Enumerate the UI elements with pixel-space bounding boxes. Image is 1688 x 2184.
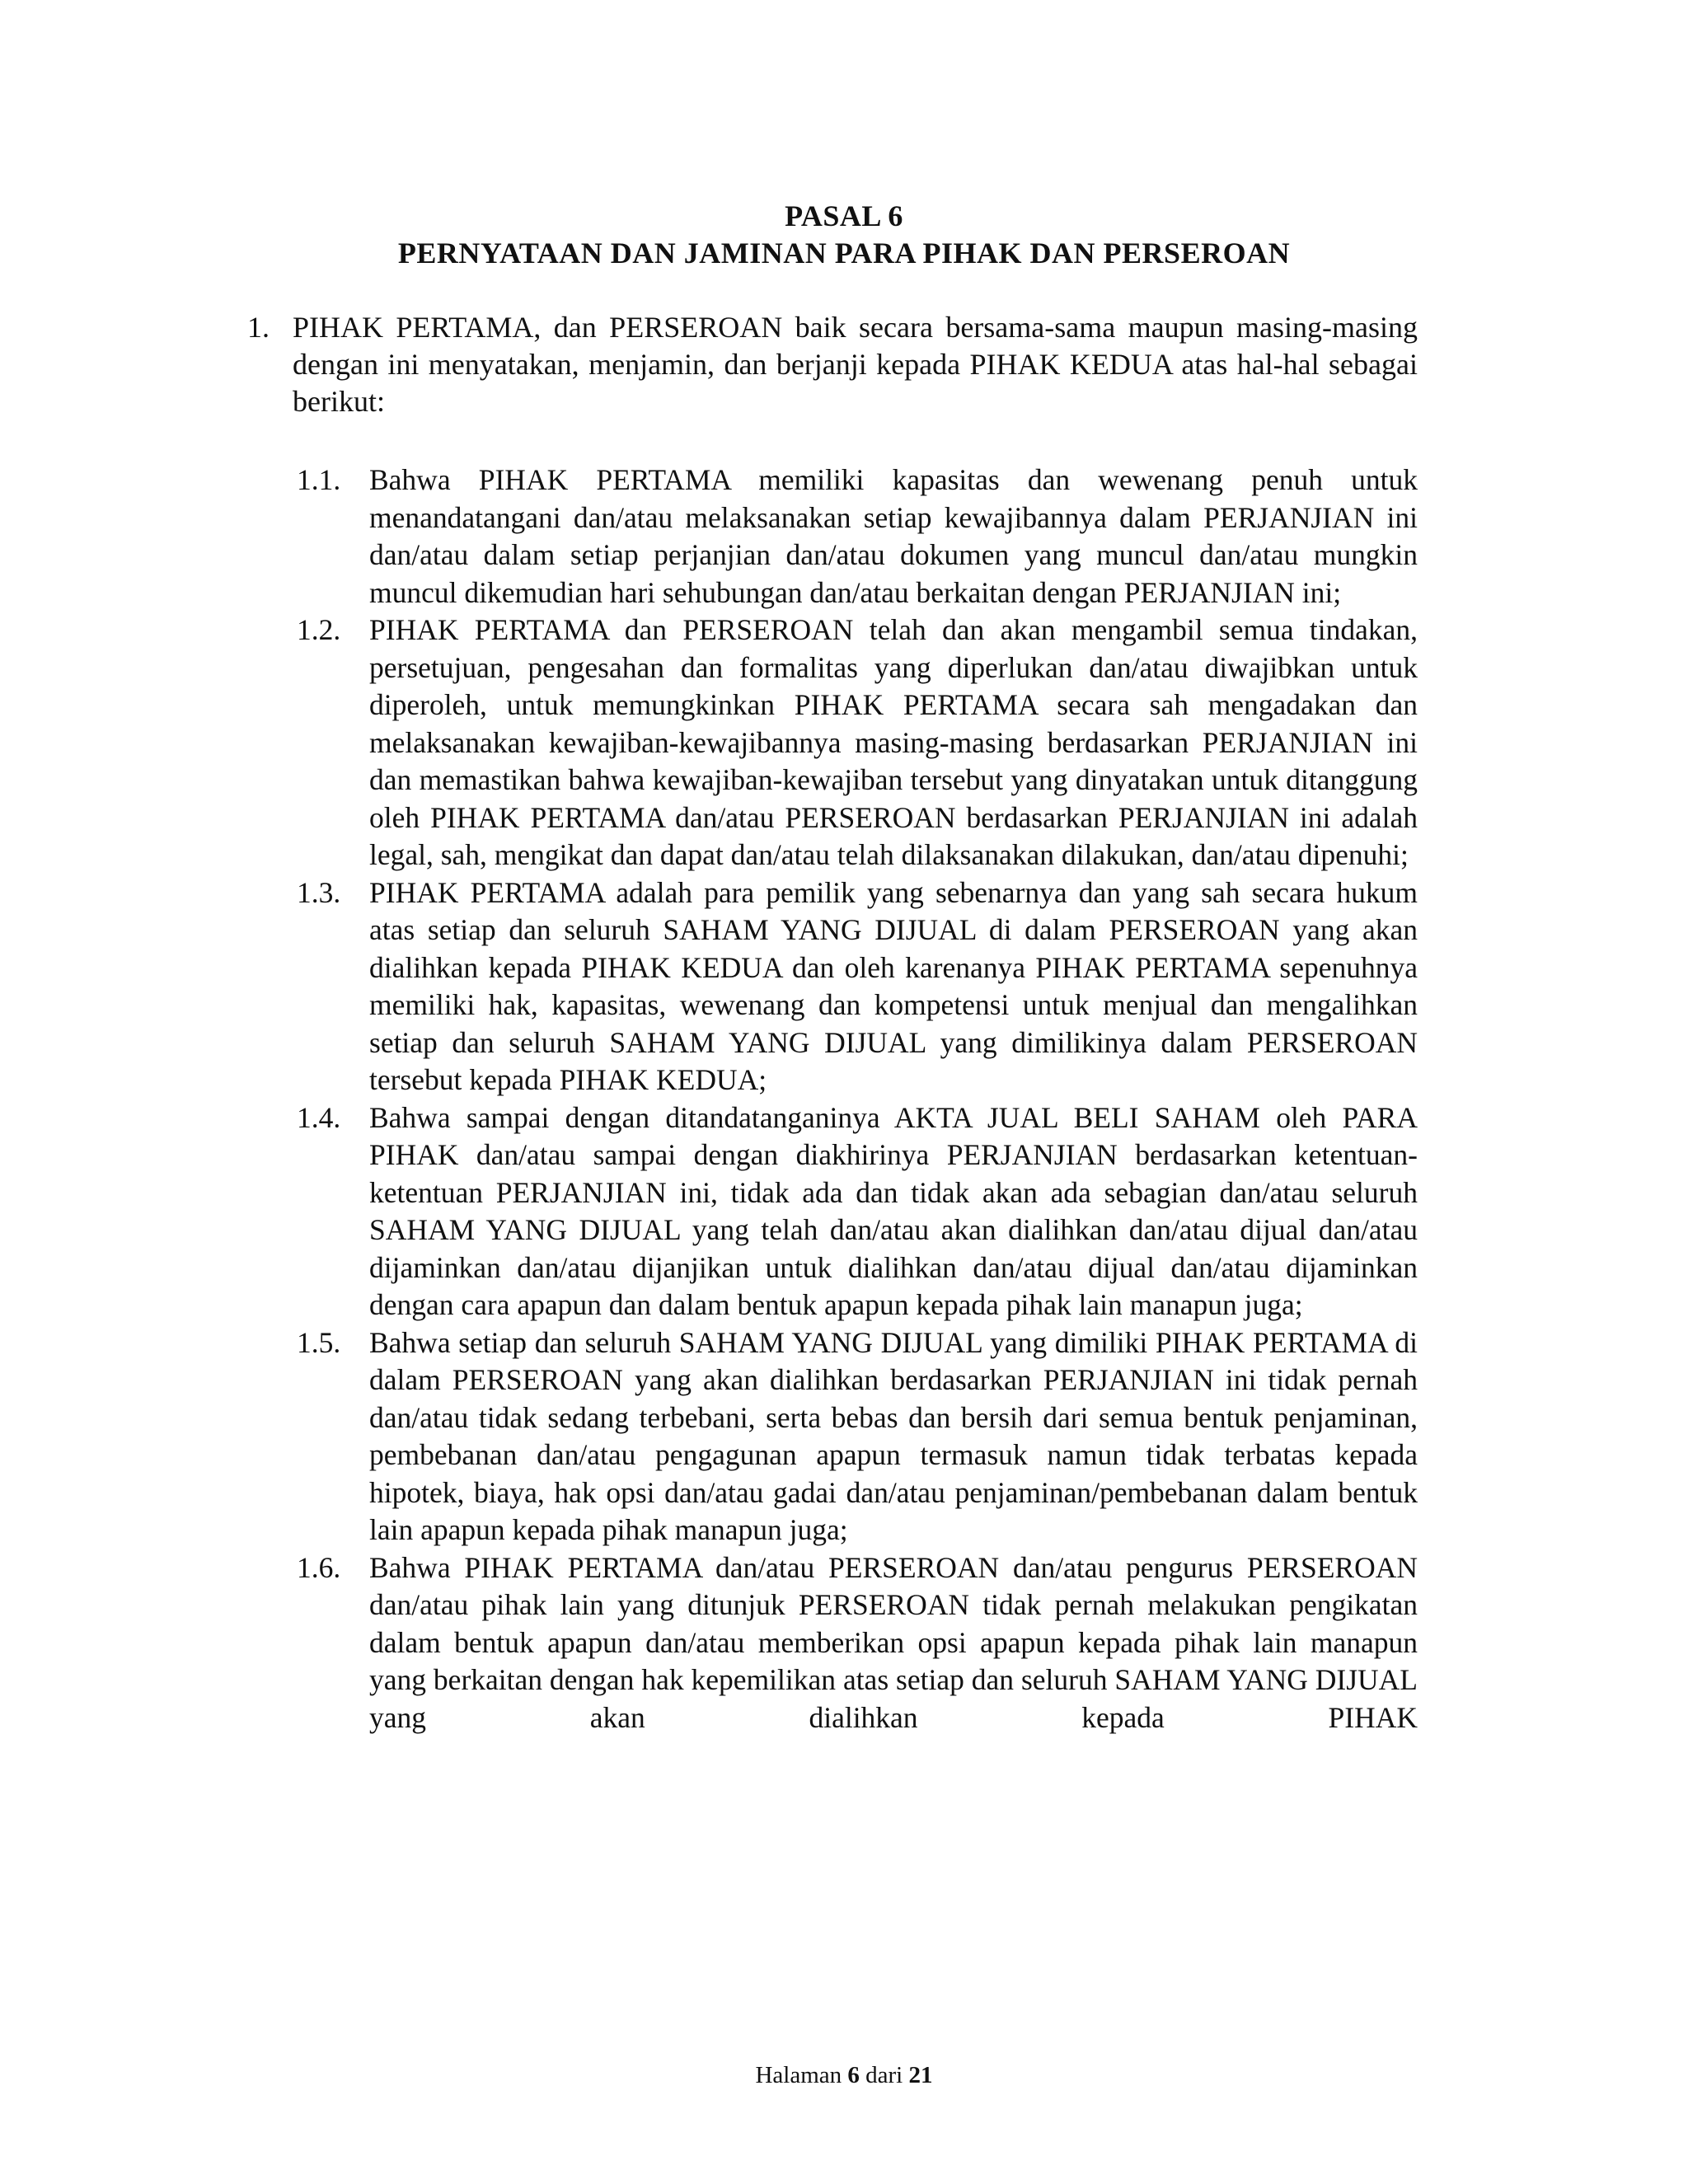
sub-clause-list <box>297 462 1418 1736</box>
sub-clause-text: PIHAK PERTAMA adalah para pemilik yang sebenarnya dan yang sah secara hukum atas setiap dan seluruh SAHAM YANG DIJUAL di dalam PERSEROAN yang akan dialihkan kepada PIHAK KEDUA dan oleh karenanya PIHAK PERTAMA sepenuhnya memiliki hak, kapasitas, wewenang dan kompetensi untuk menjual dan mengalihkan setiap dan seluruh SAHAM YANG DIJUAL yang dimilikinya dalam PERSEROAN tersebut kepada PIHAK KEDUA; <box>369 875 1418 1096</box>
sub-clause-number: 1.1. <box>297 463 341 496</box>
sub-clause-1-6 <box>297 1549 1418 1737</box>
page-footer <box>0 2060 1688 2090</box>
footer-middle: dari <box>865 2062 903 2088</box>
clause-number: 1. <box>247 311 270 344</box>
sub-clause-number: 1.3. <box>297 875 341 909</box>
sub-clause-number: 1.2. <box>297 613 341 646</box>
sub-clause-number: 1.6. <box>297 1550 341 1584</box>
clause-1 <box>247 309 1418 420</box>
sub-clause-1-4 <box>297 1099 1418 1324</box>
sub-clause-text: Bahwa sampai dengan ditandatanganinya AKTA JUAL BELI SAHAM oleh PARA PIHAK dan/atau sampai dengan diakhirinya PERJANJIAN berdasarkan ketentuan-ketentuan PERJANJIAN ini, tidak ada dan tidak akan ada sebagian dan/atau seluruh SAHAM YANG DIJUAL yang telah dan/atau akan dialihkan dan/atau dijual dan/atau dijaminkan dan/atau dijanjikan untuk dialihkan dan/atau dijual dan/atau dijaminkan dengan cara apapun dan dalam bentuk apapun kepada pihak lain manapun juga; <box>369 1100 1418 1321</box>
sub-clause-text: PIHAK PERTAMA dan PERSEROAN telah dan akan mengambil semua tindakan, persetujuan, pengesahan dan formalitas yang diperlukan dan/atau diwajibkan untuk diperoleh, untuk memungkinkan PIHAK PERTAMA secara sah mengadakan dan melaksanakan kewajiban-kewajibannya masing-masing berdasarkan PERJANJIAN ini dan memastikan bahwa kewajiban-kewajiban tersebut yang dinyatakan untuk ditanggung oleh PIHAK PERTAMA dan/atau PERSEROAN berdasarkan PERJANJIAN ini adalah legal, sah, mengikat dan dapat dan/atau telah dilaksanakan dilakukan, dan/atau dipenuhi; <box>369 613 1418 871</box>
footer-page-number: 6 <box>847 2062 860 2088</box>
sub-clause-text: Bahwa setiap dan seluruh SAHAM YANG DIJUAL yang dimiliki PIHAK PERTAMA di dalam PERSEROAN yang akan dialihkan berdasarkan PERJANJIAN ini tidak pernah dan/atau tidak sedang terbebani, serta bebas dan bersih dari semua bentuk penjaminan, pembebanan dan/atau pengagunan apapun termasuk namun tidak terbatas kepada hipotek, biaya, hak opsi dan/atau gadai dan/atau penjaminan/pembebanan dalam bentuk lain apapun kepada pihak manapun juga; <box>369 1325 1418 1546</box>
footer-prefix: Halaman <box>755 2062 842 2088</box>
sub-clause-1-2 <box>297 612 1418 874</box>
sub-clause-text: Bahwa PIHAK PERTAMA memiliki kapasitas dan wewenang penuh untuk menandatangani dan/atau melaksanakan setiap kewajibannya dalam PERJANJIAN ini dan/atau dalam setiap perjanjian dan/atau dokumen yang muncul dan/atau mungkin muncul dikemudian hari sehubungan dan/atau berkaitan dengan PERJANJIAN ini; <box>369 463 1418 609</box>
clause-text: PIHAK PERTAMA, dan PERSEROAN baik secara bersama-sama maupun masing-masing dengan ini menyatakan, menjamin, dan berjanji kepada PIHAK KEDUA atas hal-hal sebagai berikut: <box>293 311 1418 418</box>
sub-clause-1-1 <box>297 462 1418 612</box>
sub-clause-number: 1.4. <box>297 1100 341 1134</box>
sub-clause-text: Bahwa PIHAK PERTAMA dan/atau PERSEROAN dan/atau pengurus PERSEROAN dan/atau pihak lain yang ditunjuk PERSEROAN tidak pernah melakukan pengikatan dalam bentuk apapun dan/atau memberikan opsi apapun kepada pihak lain manapun yang berkaitan dengan hak kepemilikan atas setiap dan seluruh SAHAM YANG DIJUAL yang akan dialihkan kepada PIHAK <box>369 1550 1418 1734</box>
footer-total-pages: 21 <box>908 2062 933 2088</box>
article-number: PASAL 6 <box>785 199 903 232</box>
article-title: PERNYATAAN DAN JAMINAN PARA PIHAK DAN PERSEROAN <box>397 237 1291 269</box>
sub-clause-number: 1.5. <box>297 1325 341 1359</box>
sub-clause-1-5 <box>297 1324 1418 1549</box>
sub-clause-1-3 <box>297 874 1418 1099</box>
